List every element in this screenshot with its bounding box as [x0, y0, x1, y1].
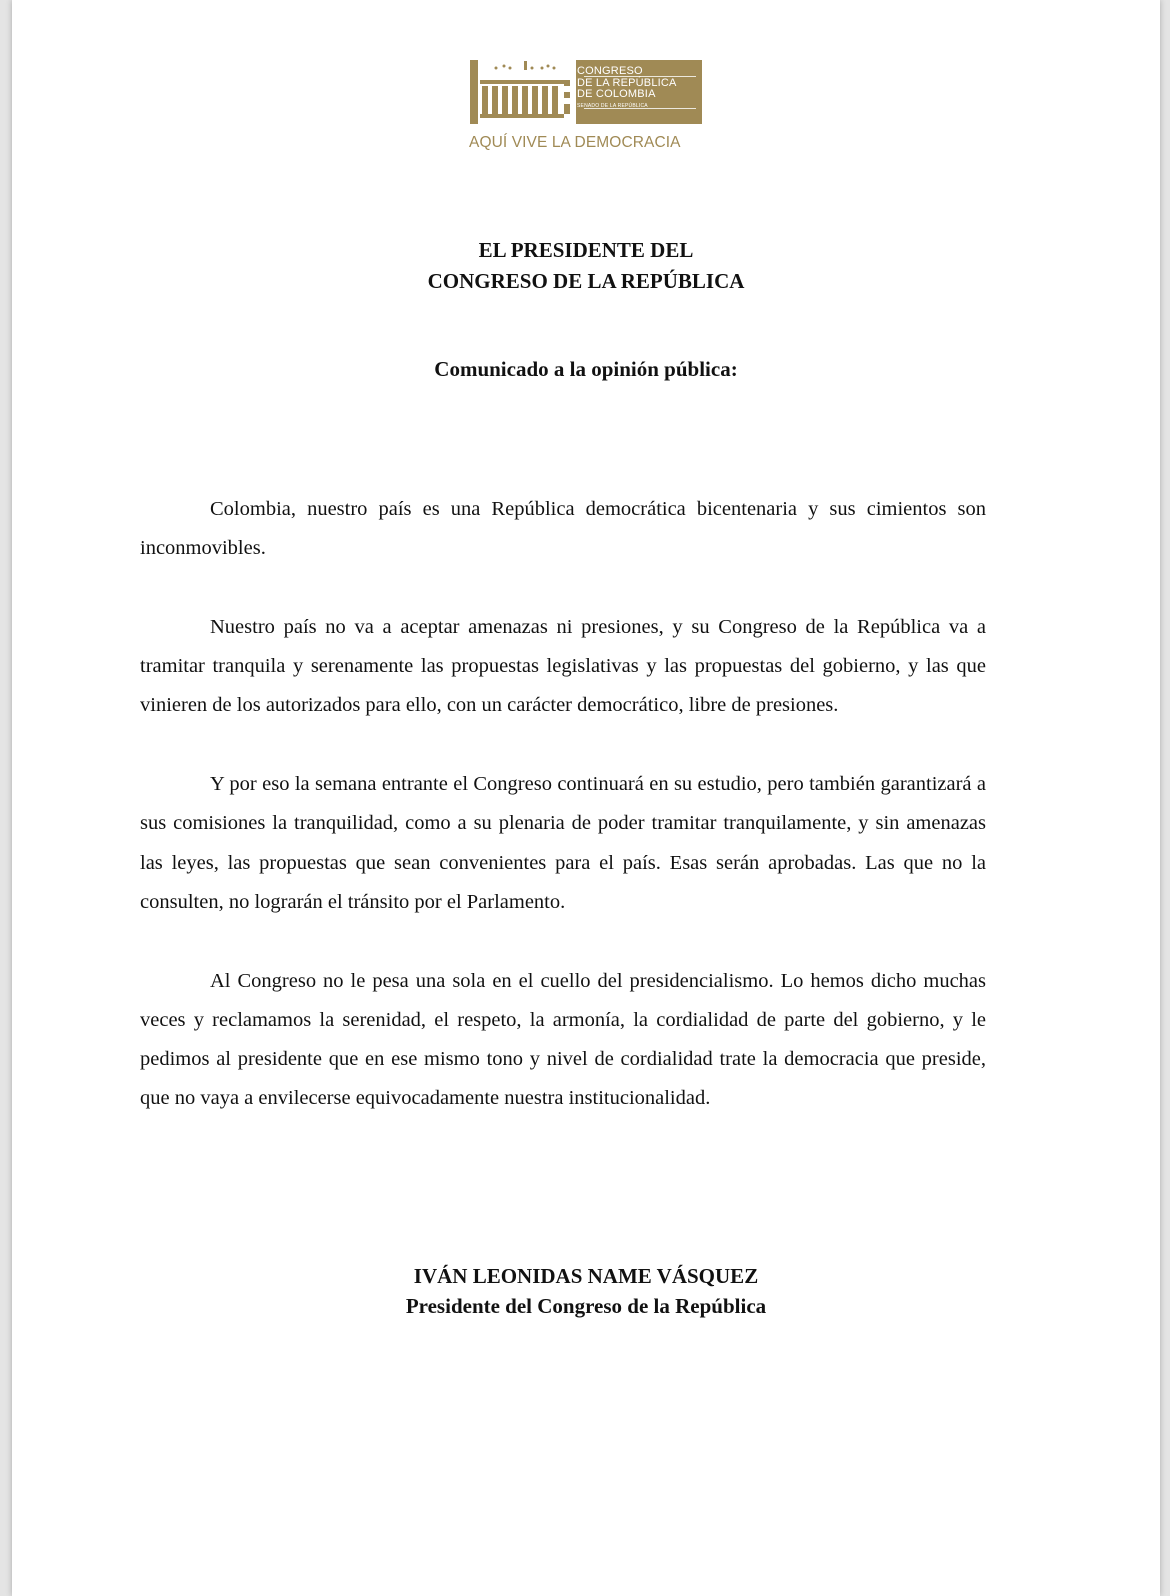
body-paragraph-1: Colombia, nuestro país es una República democrática bicentenaria y sus cimientos son inconmovibles. — [140, 498, 986, 560]
logo-org-name: CONGRESO DE LA REPÚBLICA DE COLOMBIA SENADO DE LA REPÚBLICA — [577, 65, 677, 109]
document-title — [12, 235, 1160, 297]
document-subtitle: Comunicado a la opinión pública: — [434, 357, 738, 381]
document-page — [12, 0, 1160, 1596]
document-body — [140, 490, 986, 1158]
signature-block — [12, 1261, 1160, 1321]
title-line-2: CONGRESO DE LA REPÚBLICA — [427, 269, 745, 293]
signer-name: IVÁN LEONIDAS NAME VÁSQUEZ — [413, 1264, 759, 1288]
body-paragraph-2: Nuestro país no va a aceptar amenazas ni presiones, y su Congreso de la República va a tramitar tranquila y serenamente las propuestas legislativas y las propuestas del gobierno, y las que vinieren de los autorizados para ello, con un carácter democrático, libre de presiones. — [140, 615, 986, 717]
body-paragraph-4: Al Congreso no le pesa una sola en el cuello del presidencialismo. Lo hemos dicho muchas veces y reclamamos la serenidad, el respeto, la armonía, la cordialidad de parte del gobierno, y le pedimos al presidente que en ese mismo tono y nivel de cordialidad trate la democracia que preside, que no vaya a envilecerse equivocadamente nuestra institucionalidad. — [140, 969, 986, 1110]
title-line-1: EL PRESIDENTE DEL — [478, 238, 694, 262]
body-paragraph-3: Y por eso la semana entrante el Congreso continuará en su estudio, pero también garantizará a sus comisiones la tranquilidad, como a su plenaria de poder tramitar tranquilamente, y sin amenazas las leyes, las propuestas que sean convenientes para el país. Esas serán aprobadas. Las que no la consulten, no lograrán el tránsito por el Parlamento. — [140, 773, 986, 913]
logo-motto: AQUÍ VIVE LA DEMOCRACIA — [469, 134, 681, 151]
congress-logo — [464, 56, 709, 160]
signer-role: Presidente del Congreso de la República — [405, 1294, 767, 1318]
